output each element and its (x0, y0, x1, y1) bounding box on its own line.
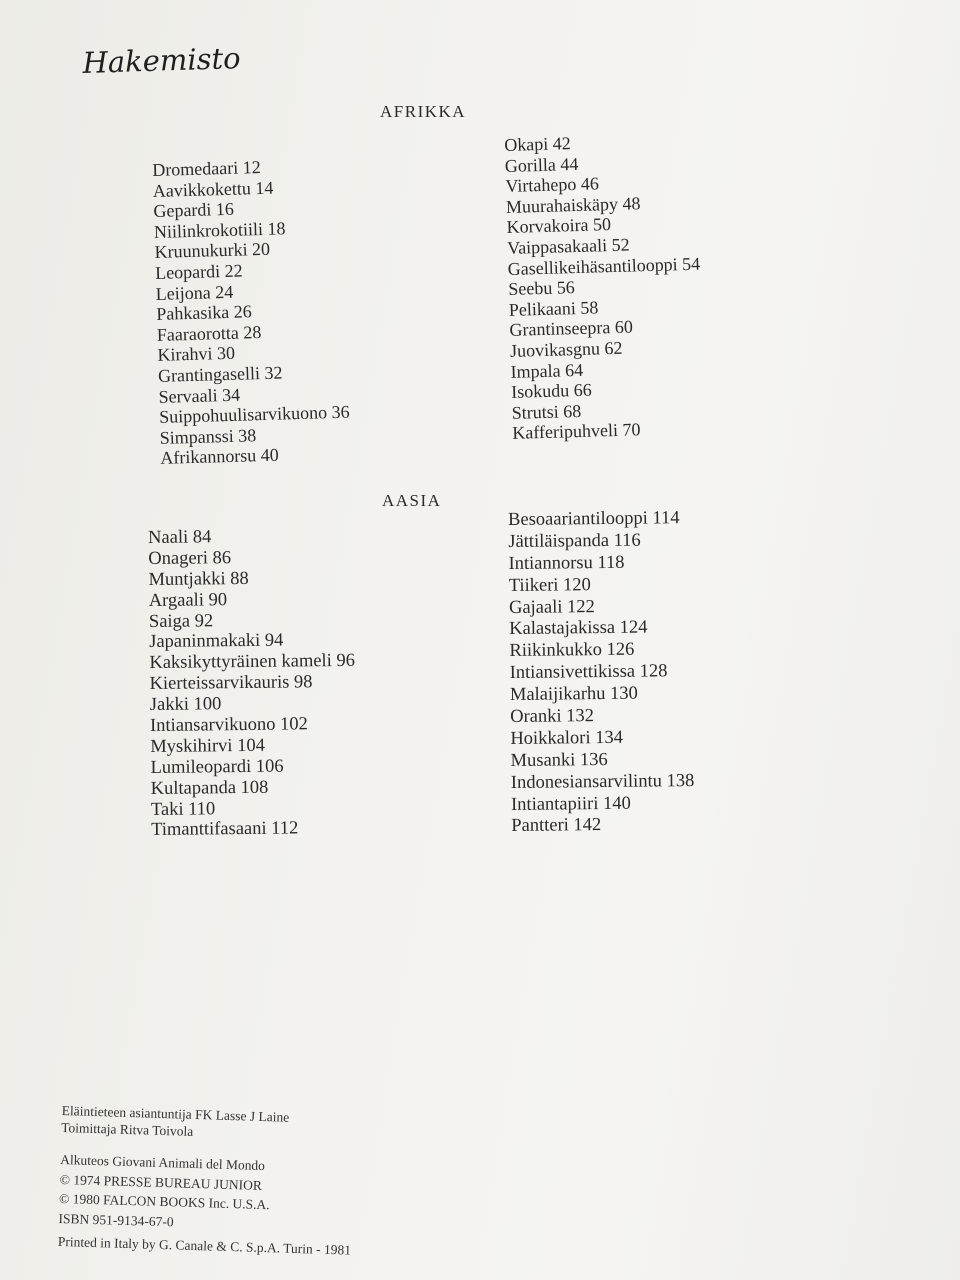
index-entry: Intiansivettikissa 128 (509, 661, 668, 684)
index-entry: Tiikeri 120 (508, 574, 591, 596)
index-entry: Pantteri 142 (511, 815, 602, 837)
africa-right-column (504, 130, 705, 444)
credits-block (58, 1102, 356, 1260)
index-entry: Besoaariantilooppi 114 (508, 508, 680, 530)
index-entry: Korvakoira 50 (506, 214, 612, 238)
index-entry: Kafferipuhveli 70 (512, 419, 641, 444)
index-entry: Aavikkokettu 14 (152, 177, 274, 201)
africa-left-column (152, 155, 351, 469)
index-entry: Hoikkalori 134 (510, 727, 624, 749)
index-entry: Juovikasgnu 62 (509, 337, 623, 361)
index-entry: Gasellikeihäsantilooppi 54 (507, 253, 701, 279)
index-entry: Riikinkukko 126 (509, 640, 635, 662)
index-entry: Intiansarvikuono 102 (149, 714, 308, 737)
index-entry: Onageri 86 (148, 548, 232, 569)
index-entry: Leopardi 22 (154, 260, 243, 283)
index-entry: Taki 110 (150, 798, 216, 820)
page-title: Hakemisto (82, 41, 242, 80)
index-entry: Oranki 132 (510, 706, 595, 728)
credit-expert: Eläintieteen asiantuntija FK Lasse J Laine (61, 1102, 290, 1125)
index-entry: Jättiläispanda 116 (508, 530, 641, 552)
index-entry: Kaksikyttyräinen kameli 96 (149, 651, 356, 674)
index-entry: Kultapanda 108 (150, 777, 269, 799)
credit-printed: Printed in Italy by G. Canale & C. S.p.A. Turin - 1981 (57, 1233, 352, 1258)
index-entry: Muntjakki 88 (148, 568, 249, 590)
index-entry: Japaninmakaki 94 (149, 631, 284, 653)
index-entry: Grantingaselli 32 (157, 362, 283, 386)
index-entry: Grantinseepra 60 (509, 316, 634, 341)
index-entry: Indonesiansarvilintu 138 (510, 770, 695, 793)
asia-right-column (508, 508, 695, 838)
credit-isbn: ISBN 951-9134-67-0 (58, 1210, 174, 1229)
index-entry: Musanki 136 (510, 749, 608, 771)
credit-copyright-1980: © 1980 FALCON BOOKS Inc. U.S.A. (58, 1190, 270, 1213)
index-entry: Intiannorsu 118 (508, 552, 625, 574)
index-entry: Argaali 90 (148, 589, 228, 611)
index-entry: Afrikannorsu 40 (160, 444, 280, 469)
index-entry: Impala 64 (510, 359, 584, 382)
index-entry: Kruunukurki 20 (154, 239, 271, 263)
index-entry: Kierteissarvikauris 98 (149, 672, 313, 695)
index-entry: Naali 84 (148, 527, 212, 548)
index-entry: Seebu 56 (508, 277, 576, 300)
index-entry: Pelikaani 58 (508, 297, 599, 320)
index-entry: Jakki 100 (149, 694, 222, 716)
index-entry: Muurahaiskäpy 48 (505, 193, 641, 217)
index-entry: Isokudu 66 (510, 379, 592, 403)
index-entry: Gorilla 44 (504, 153, 579, 176)
credit-original-title: Alkuteos Giovani Animali del Mondo (60, 1151, 266, 1174)
index-entry: Malaijikarhu 130 (509, 683, 638, 706)
index-entry: Pahkasika 26 (156, 301, 253, 325)
index-entry: Suippohuulisarvikuono 36 (158, 401, 350, 428)
section-heading-africa: AFRIKKA (380, 102, 467, 121)
index-entry: Strutsi 68 (511, 400, 582, 423)
credit-editor: Toimittaja Ritva Toivola (61, 1119, 194, 1139)
index-entry: Saiga 92 (148, 610, 214, 632)
index-entry: Timanttifasaani 112 (151, 818, 299, 841)
index-entry: Myskihirvi 104 (150, 735, 266, 757)
index-entry: Okapi 42 (504, 133, 572, 155)
index-entry: Intiantapiiri 140 (510, 793, 631, 815)
credit-copyright-1974: © 1974 PRESSE BUREAU JUNIOR (59, 1171, 263, 1193)
index-entry: Kirahvi 30 (157, 343, 236, 366)
index-entry: Gajaali 122 (508, 596, 595, 618)
index-entry: Lumileopardi 106 (150, 756, 284, 778)
index-entry: Niilinkrokotiili 18 (153, 218, 286, 242)
index-entry: Simpanssi 38 (159, 424, 257, 448)
index-entry: Dromedaari 12 (152, 156, 261, 180)
index-entry: Virtahepo 46 (505, 173, 600, 197)
index-entry: Gepardi 16 (153, 198, 235, 222)
index-entry: Leijona 24 (155, 281, 234, 304)
index-entry: Vaippasakaali 52 (506, 234, 630, 258)
asia-left-column (148, 526, 357, 841)
index-entry: Faaraorotta 28 (156, 321, 262, 345)
section-heading-asia: AASIA (382, 491, 442, 510)
index-entry: Servaali 34 (158, 384, 241, 407)
index-entry: Kalastajakissa 124 (509, 617, 648, 640)
